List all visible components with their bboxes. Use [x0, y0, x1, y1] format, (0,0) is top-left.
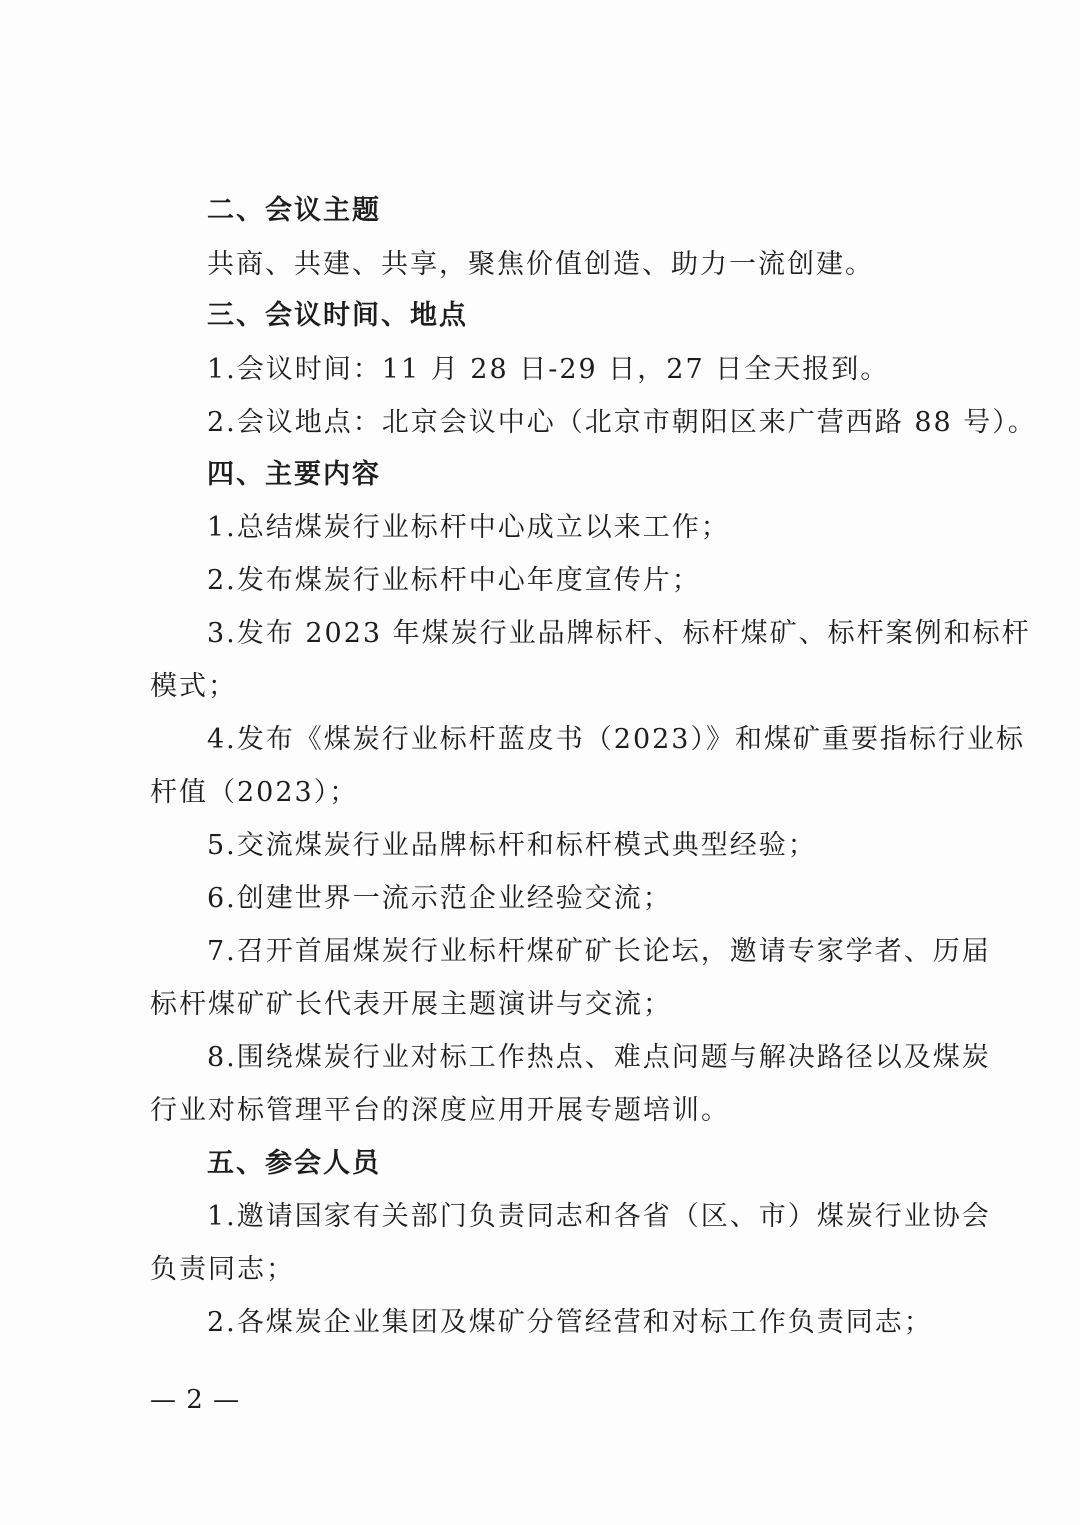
content-item-1: 1.总结煤炭行业标杆中心成立以来工作； [207, 512, 730, 543]
meeting-location: 2.会议地点：北京会议中心（北京市朝阳区来广营西路 88 号）。 [207, 407, 1037, 438]
content-item-3-line-1: 3.发布 2023 年煤炭行业品牌标杆、标杆煤矿、标杆案例和标杆 [207, 618, 1031, 649]
content-item-8-line-2: 行业对标管理平台的深度应用开展专题培训。 [150, 1095, 730, 1126]
content-item-7-line-1: 7.召开首届煤炭行业标杆煤矿矿长论坛，邀请专家学者、历届 [207, 936, 991, 967]
content-item-2: 2.发布煤炭行业标杆中心年度宣传片； [207, 565, 701, 596]
content-item-6: 6.创建世界一流示范企业经验交流； [207, 883, 672, 914]
content-item-8-line-1: 8.围绕煤炭行业对标工作热点、难点问题与解决路径以及煤炭 [207, 1042, 991, 1073]
meeting-time: 1.会议时间：11 月 28 日-29 日，27 日全天报到。 [207, 354, 890, 385]
attendee-item-2: 2.各煤炭企业集团及煤矿分管经营和对标工作负责同志； [207, 1307, 933, 1338]
content-item-4-line-1: 4.发布《煤炭行业标杆蓝皮书（2023）》和煤矿重要指标行业标 [207, 724, 1025, 755]
section-heading-main-content: 四、主要内容 [207, 459, 381, 490]
attendee-item-1-line-2: 负责同志； [150, 1254, 295, 1285]
page-number: — 2 — [150, 1385, 241, 1415]
content-item-5: 5.交流煤炭行业品牌标杆和标杆模式典型经验； [207, 830, 817, 861]
attendee-item-1-line-1: 1.邀请国家有关部门负责同志和各省（区、市）煤炭行业协会 [207, 1201, 991, 1232]
section-heading-attendees: 五、参会人员 [207, 1148, 381, 1179]
content-item-3-line-2: 模式； [150, 671, 237, 702]
section-heading-time-place: 三、会议时间、地点 [207, 300, 468, 331]
content-item-7-line-2: 标杆煤矿矿长代表开展主题演讲与交流； [150, 989, 672, 1020]
section-heading-theme: 二、会议主题 [207, 195, 381, 226]
content-item-4-line-2: 杆值（2023）； [150, 777, 359, 808]
theme-text: 共商、共建、共享，聚焦价值创造、助力一流创建。 [207, 249, 874, 280]
